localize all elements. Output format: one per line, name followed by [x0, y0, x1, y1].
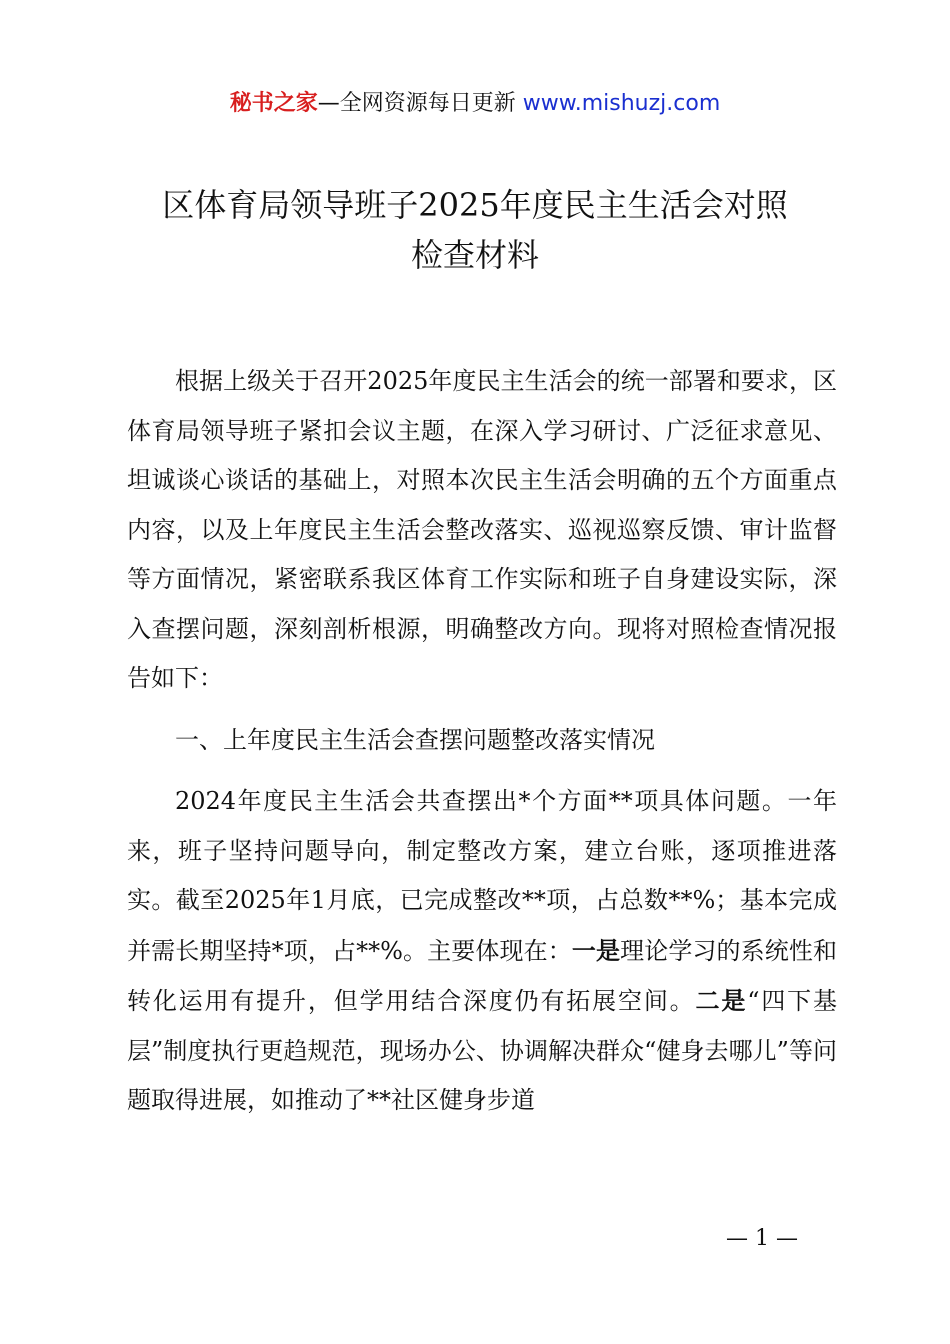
document-body [127, 357, 837, 1138]
rectification-intro: 2024年度民主生活会共查摆出*个方面**项具体问题。一年来，班子坚持问题导向，制定整改方案，建立台账，逐项推进落实。截至2025年1月底，已完成整改**项，占总数**%；基本完成并需长期坚持*项，占**%。主要体现在： [127, 787, 837, 965]
point-1-text: 理论学习的系统性和转化运用有提升，但学用结合深度仍有拓展空间。 [127, 936, 838, 1015]
document-header [0, 86, 950, 122]
header-tagline: —全网资源每日更新 [317, 91, 516, 116]
rectification-paragraph [127, 777, 837, 1126]
brand-name: 秘书之家 [229, 91, 318, 116]
point-2-lead: 二是 [695, 986, 748, 1015]
page-number: — 1 — [726, 1226, 798, 1251]
title-line-1: 区体育局领导班子2025年度民主生活会对照 [162, 186, 788, 224]
title-line-2: 检查材料 [410, 236, 539, 274]
document-title [0, 180, 950, 280]
point-2-text: “四下基层”制度执行更趋规范，现场办公、协调解决群众“健身去哪儿”等问题取得进展，如推动了**社区健身步道 [127, 987, 837, 1114]
section-heading-1: 一、上年度民主生活会查摆问题整改落实情况 [175, 725, 655, 754]
intro-paragraph: 根据上级关于召开2025年度民主生活会的统一部署和要求，区体育局领导班子紧扣会议主题，在深入学习研讨、广泛征求意见、坦诚谈心谈话的基础上，对照本次民主生活会明确的五个方面重点内容，以及上年度民主生活会整改落实、巡视巡察反馈、审计监督等方面情况，紧密联系我区体育工作实际和班子自身建设实际，深入查摆问题，深刻剖析根源，明确整改方向。现将对照检查情况报告如下： [127, 367, 837, 692]
point-1-lead: 一是 [571, 935, 621, 965]
site-url-link[interactable]: www.mishuzj.com [522, 91, 721, 116]
